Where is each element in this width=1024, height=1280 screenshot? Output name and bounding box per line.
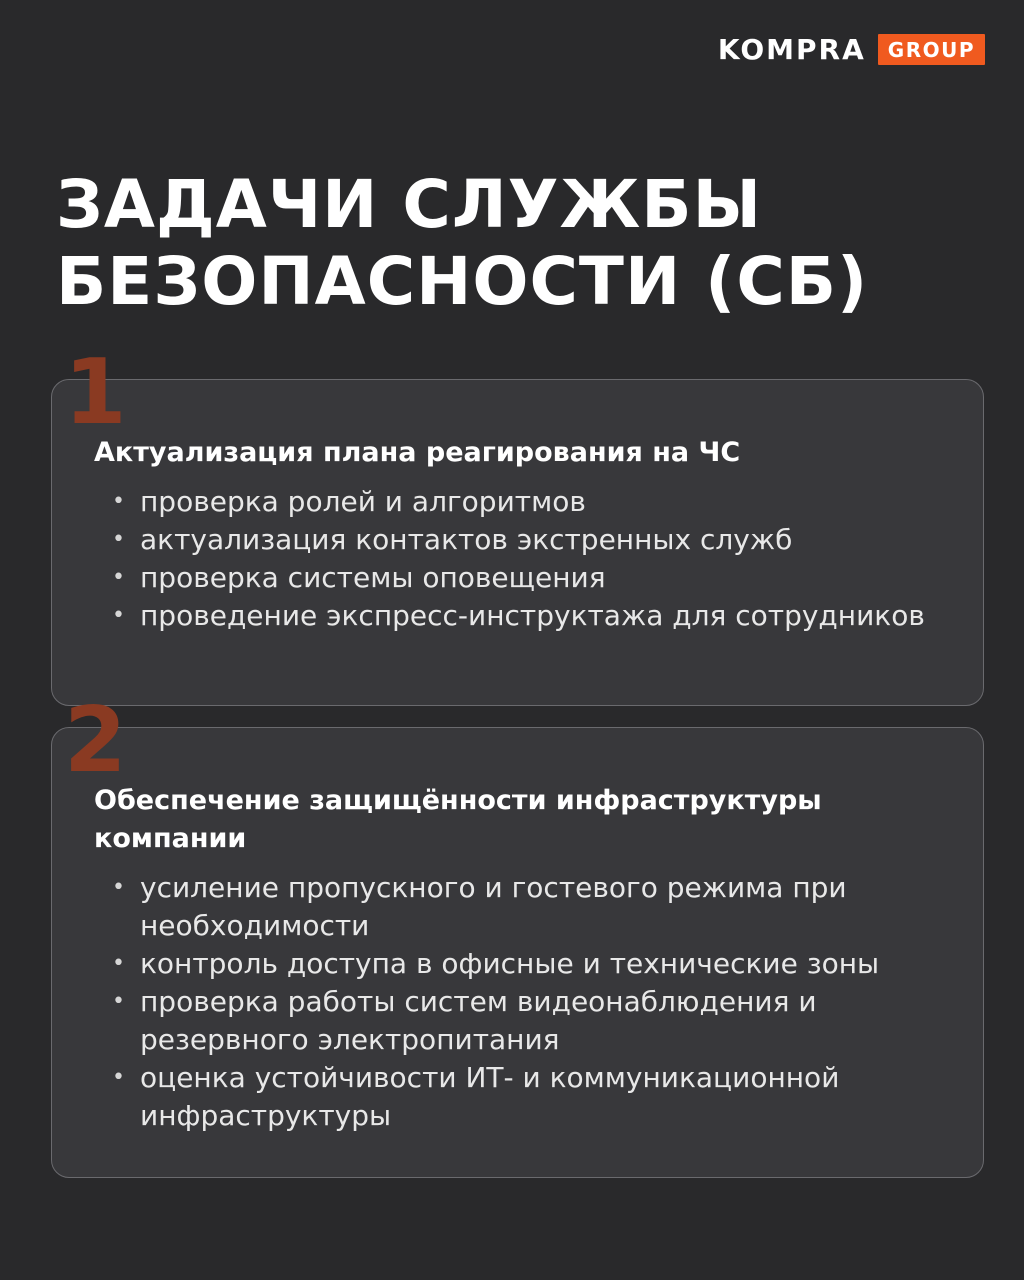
list-item	[110, 597, 953, 635]
section-card-1	[51, 379, 984, 706]
bullet-icon: •	[112, 951, 125, 976]
list-item-text: оценка устойчивости ИТ- и коммуникационной инфраструктуры	[140, 1061, 840, 1132]
kompra-group-logo	[718, 34, 985, 65]
list-item-text: проведение экспресс-инструктажа для сотрудников	[140, 599, 925, 632]
page-title-line-1: ЗАДАЧИ СЛУЖБЫ	[56, 166, 762, 243]
logo-badge: GROUP	[878, 34, 985, 65]
bullet-icon: •	[112, 989, 125, 1014]
list-item	[110, 521, 953, 559]
page-title-line-2: БЕЗОПАСНОСТИ (СБ)	[56, 243, 869, 320]
bullet-icon: •	[112, 875, 125, 900]
list-item-text: проверка системы оповещения	[140, 561, 606, 594]
page-title	[56, 166, 868, 320]
bullet-icon: •	[112, 489, 125, 514]
list-item-text: контроль доступа в офисные и технические зоны	[140, 947, 880, 980]
bullet-icon: •	[112, 1065, 125, 1090]
section-number-2: 2	[64, 688, 127, 793]
section-bullet-list	[110, 869, 953, 1135]
logo-wordmark: KOMPRA	[717, 32, 866, 66]
section-heading: Актуализация плана реагирования на ЧС	[94, 437, 741, 468]
section-bullet-list	[110, 483, 953, 635]
bullet-icon: •	[112, 603, 125, 628]
bullet-icon: •	[112, 527, 125, 552]
list-item-text: усиление пропускного и гостевого режима при необходимости	[140, 871, 847, 942]
bullet-icon: •	[112, 565, 125, 590]
section-card-2	[51, 727, 984, 1178]
list-item	[110, 869, 953, 945]
list-item	[110, 1059, 953, 1135]
list-item-text: проверка ролей и алгоритмов	[140, 485, 586, 518]
list-item	[110, 483, 953, 521]
section-number-1: 1	[64, 340, 127, 445]
section-heading: Обеспечение защищённости инфраструктуры компании	[94, 785, 822, 854]
list-item	[110, 983, 953, 1059]
list-item-text: актуализация контактов экстренных служб	[140, 523, 793, 556]
list-item	[110, 945, 953, 983]
list-item	[110, 559, 953, 597]
list-item-text: проверка работы систем видеонаблюдения и резервного электропитания	[140, 985, 817, 1056]
